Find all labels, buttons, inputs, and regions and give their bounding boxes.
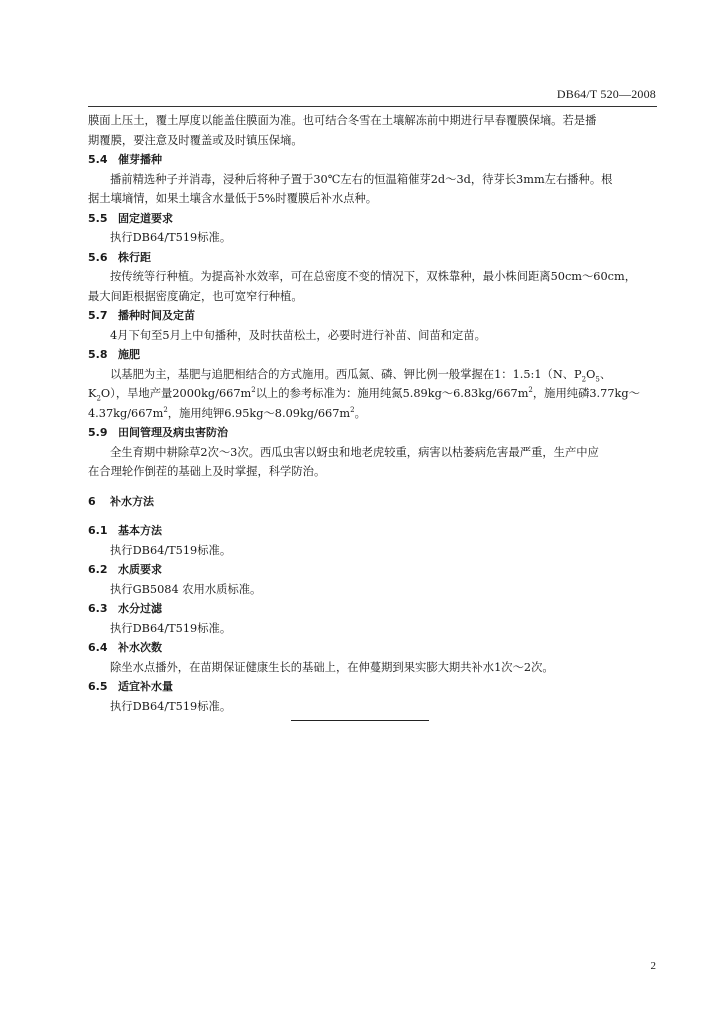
text-run: 4.37kg/667m (88, 406, 164, 420)
section-title: 适宜补水量 (118, 680, 173, 693)
section-number: 5.4 (88, 153, 108, 166)
section-title: 补水次数 (118, 641, 162, 654)
section-number: 5.6 (88, 250, 108, 264)
text-run: 以上的参考标准为：施用纯氮5.89kg～6.83kg/667m (255, 387, 529, 400)
section-heading-5-8 (88, 345, 658, 365)
paragraph-line: 执行DB64/T519标准。 (110, 699, 232, 713)
paragraph-line: 膜面上压土，覆土厚度以能盖住膜面为准。也可结合冬雪在土壤解冻前中期进行早春覆膜保墒。若是播 (88, 114, 597, 127)
section-number: 6.1 (88, 524, 108, 537)
paragraph-line (88, 365, 658, 385)
section-heading-6-5 (88, 677, 658, 697)
text-run: 以基肥为主，基肥与追肥相结合的方式施用。西瓜氮、磷、钾比例一般掌握在1：1.5:1（N、P (110, 367, 582, 381)
section-title: 水质要求 (118, 563, 162, 576)
text-run: ，施用纯钾6.95kg～8.09kg/667m (167, 406, 351, 420)
paragraph-line: 最大间距根据密度确定，也可宽窄行种植。 (88, 289, 303, 303)
paragraph-line: 执行DB64/T519标准。 (110, 621, 232, 635)
text-run: ，施用纯磷3.77kg～ (532, 387, 640, 400)
section-number: 6.4 (88, 641, 108, 654)
paragraph-line: 全生育期中耕除草2次～3次。西瓜虫害以蚜虫和地老虎较重，病害以枯萎病危害最严重，生产中应 (110, 445, 599, 459)
section-gap (88, 511, 658, 521)
section-heading-5-6 (88, 248, 658, 268)
text-run: O (586, 367, 596, 381)
section-heading-5-9 (88, 423, 658, 443)
subscript: 2 (581, 374, 587, 383)
subscript: 2 (96, 394, 101, 403)
section-title: 田间管理及病虫害防治 (118, 426, 228, 439)
paragraph-line: 播前精选种子并消毒，浸种后将种子置于30℃左右的恒温箱催芽2d～3d，待芽长3mm左右播种。根 (110, 172, 613, 186)
superscript: 2 (528, 386, 533, 395)
section-gap (88, 482, 658, 492)
section-heading-6-4 (88, 638, 658, 658)
subscript: 5 (595, 374, 600, 383)
end-of-text-rule (291, 720, 429, 721)
section-heading-5-5 (88, 209, 658, 229)
text-run: K (88, 387, 97, 400)
paragraph-line: 执行GB5084 农用水质标准。 (110, 582, 262, 596)
paragraph-line (88, 384, 658, 404)
section-number: 6.3 (88, 602, 108, 615)
section-number: 5.7 (88, 309, 108, 322)
section-heading-6-3 (88, 599, 658, 619)
section-title: 施肥 (118, 348, 140, 361)
section-title: 播种时间及定苗 (118, 309, 195, 322)
standard-code: DB64/T 520—2008 (556, 87, 656, 101)
superscript: 2 (350, 405, 355, 414)
paragraph-line: 4月下旬至5月上中旬播种，及时扶苗松土，必要时进行补苗、间苗和定苗。 (110, 328, 486, 342)
chapter-number: 6 (88, 494, 96, 508)
section-title: 基本方法 (118, 524, 162, 537)
paragraph-line (88, 404, 658, 424)
section-number: 6.5 (88, 680, 108, 693)
paragraph-line: 在合理轮作倒茬的基础上及时掌握，科学防治。 (88, 465, 326, 478)
section-title: 水分过滤 (118, 602, 162, 615)
section-heading-6-2 (88, 560, 658, 580)
chapter-heading-6 (88, 492, 658, 512)
section-title: 株行距 (118, 250, 151, 264)
section-number: 5.8 (88, 348, 108, 361)
section-title: 固定道要求 (118, 211, 173, 225)
section-title: 催芽播种 (118, 153, 162, 166)
page-number: 2 (650, 960, 656, 972)
paragraph-line: 执行DB64/T519标准。 (110, 543, 232, 557)
paragraph-line: 执行DB64/T519标准。 (110, 231, 232, 244)
superscript: 2 (251, 386, 256, 395)
section-heading-5-4 (88, 150, 658, 170)
text-run: O），旱地产量2000kg/667m (100, 387, 252, 400)
text-run: 、 (599, 367, 612, 381)
text-run: 。 (354, 406, 366, 420)
section-number: 5.9 (88, 426, 108, 439)
document-body (88, 111, 658, 716)
header-rule (88, 106, 657, 107)
superscript: 2 (163, 405, 168, 414)
paragraph-line: 期覆膜，要注意及时覆盖或及时镇压保墒。 (88, 133, 303, 147)
paragraph-line: 据土壤墒情，如果土壤含水量低于5%时覆膜后补水点种。 (88, 192, 378, 205)
section-number: 5.5 (88, 211, 108, 225)
section-number: 6.2 (88, 563, 108, 576)
section-heading-6-1 (88, 521, 658, 541)
chapter-title: 补水方法 (110, 494, 154, 508)
paragraph-line: 除坐水点播外，在苗期保证健康生长的基础上，在伸蔓期到果实膨大期共补水1次～2次。 (110, 660, 554, 674)
paragraph-line: 按传统等行种植。为提高补水效率，可在总密度不变的情况下，双株靠种，最小株间距离50cm～60cm， (110, 270, 637, 283)
section-heading-5-7 (88, 306, 658, 326)
